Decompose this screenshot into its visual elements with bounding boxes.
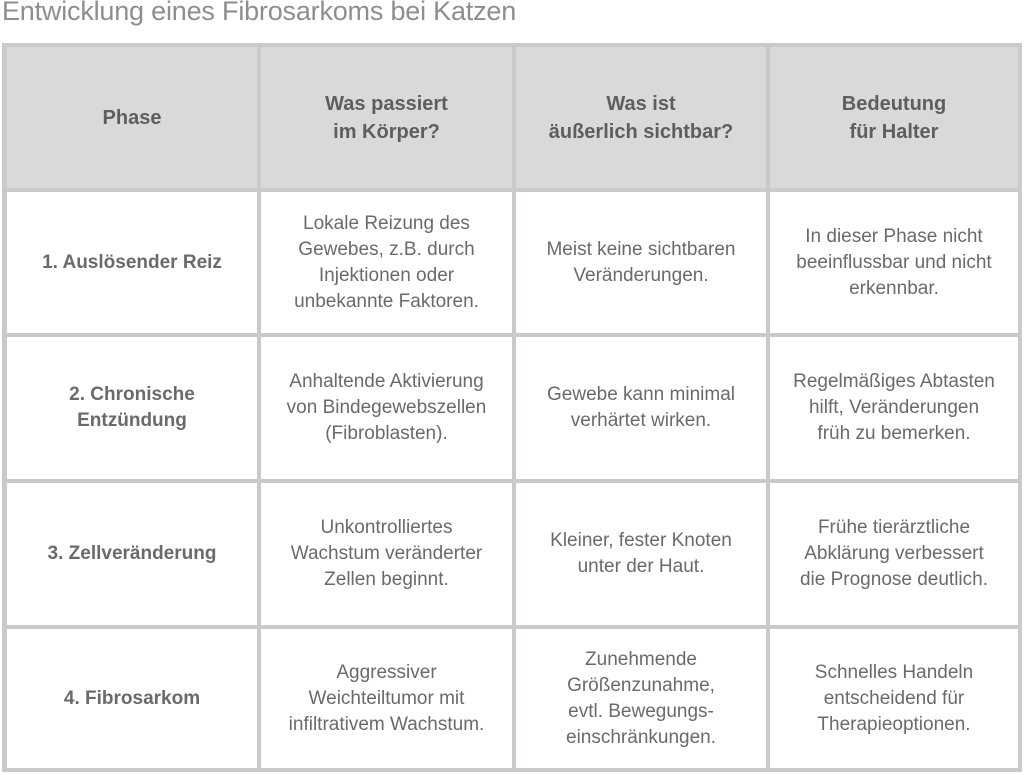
cell-owner-line: Abklärung verbessert bbox=[804, 543, 984, 564]
cell-visible-line: Zunehmende bbox=[585, 648, 697, 670]
phase-table bbox=[2, 43, 1022, 772]
header-body-line: im Körper? bbox=[333, 120, 440, 143]
cell-owner-line: erkennbar. bbox=[849, 277, 939, 299]
cell-visible-line: evtl. Bewegungs- bbox=[568, 700, 714, 722]
cell-body bbox=[261, 337, 512, 479]
cell-owner-line: Frühe tierärztliche bbox=[817, 517, 971, 538]
cell-body-line: unbekannte Faktoren. bbox=[294, 290, 479, 312]
cell-body-line: Anhaltende Aktivierung bbox=[289, 371, 484, 392]
cell-phase-line: Entzündung bbox=[77, 410, 187, 431]
cell-body-line: Weichteiltumor mit bbox=[308, 687, 465, 709]
cell-body-line: Aggressiver bbox=[336, 661, 437, 683]
cell-phase bbox=[7, 337, 257, 479]
header-body-line: Was passiert bbox=[325, 92, 448, 115]
header-visible-line: äußerlich sichtbar? bbox=[548, 120, 734, 143]
cell-visible-line: einschränkungen. bbox=[566, 726, 716, 748]
cell-body-line: Wachstum veränderter bbox=[290, 543, 483, 564]
cell-owner-line: die Prognose deutlich. bbox=[799, 569, 988, 590]
cell-body bbox=[261, 629, 512, 768]
cell-owner-line: Regelmäßiges Abtasten bbox=[793, 371, 995, 392]
cell-phase bbox=[7, 629, 257, 768]
cell-phase-line: 4. Fibrosarkom bbox=[63, 687, 201, 709]
cell-body-line: Gewebes, z.B. durch bbox=[298, 238, 475, 260]
cell-body bbox=[261, 192, 512, 333]
cell-owner-line: beeinflussbar und nicht bbox=[796, 251, 992, 273]
header-owner-line: Bedeutung bbox=[841, 92, 947, 115]
cell-body-line: Injektionen oder bbox=[318, 264, 455, 286]
cell-owner bbox=[770, 483, 1018, 625]
cell-phase bbox=[7, 483, 257, 625]
cell-owner-line: entscheidend für bbox=[823, 687, 965, 709]
header-owner bbox=[770, 47, 1018, 188]
cell-body-line: Zellen beginnt. bbox=[324, 569, 449, 590]
cell-body bbox=[261, 483, 512, 625]
cell-owner-line: hilft, Veränderungen bbox=[808, 397, 980, 418]
cell-body-line: Lokale Reizung des bbox=[303, 212, 470, 234]
cell-owner-line: In dieser Phase nicht bbox=[805, 225, 983, 247]
header-phase bbox=[7, 47, 257, 188]
cell-visible-line: Größenzunahme, bbox=[567, 674, 715, 696]
cell-phase bbox=[7, 192, 257, 333]
cell-body-line: (Fibroblasten). bbox=[325, 423, 448, 444]
cell-visible bbox=[516, 192, 766, 333]
cell-visible-line: Kleiner, fester Knoten bbox=[550, 530, 732, 551]
cell-phase-line: 3. Zellveränderung bbox=[47, 543, 217, 564]
cell-phase-line: 2. Chronische bbox=[69, 384, 195, 405]
page-title: Entwicklung eines Fibrosarkoms bei Katzen bbox=[2, 0, 517, 26]
header-owner-line: für Halter bbox=[849, 120, 939, 143]
cell-owner bbox=[770, 629, 1018, 768]
cell-visible-line: verhärtet wirken. bbox=[570, 410, 712, 431]
cell-visible-line: Gewebe kann minimal bbox=[547, 384, 735, 405]
cell-body-line: infiltrativem Wachstum. bbox=[288, 713, 485, 735]
cell-owner-line: früh zu bemerken. bbox=[817, 423, 971, 444]
header-visible bbox=[516, 47, 766, 188]
cell-visible bbox=[516, 337, 766, 479]
header-phase-line: Phase bbox=[102, 106, 162, 129]
cell-phase-line: 1. Auslösender Reiz bbox=[42, 251, 222, 273]
header-visible-line: Was ist bbox=[606, 92, 676, 115]
cell-visible-line: unter der Haut. bbox=[577, 556, 705, 577]
cell-owner bbox=[770, 337, 1018, 479]
cell-visible bbox=[516, 629, 766, 768]
cell-owner-line: Schnelles Handeln bbox=[814, 661, 974, 683]
cell-visible-line: Veränderungen. bbox=[573, 264, 709, 286]
cell-visible-line: Meist keine sichtbaren bbox=[546, 238, 736, 260]
cell-owner bbox=[770, 192, 1018, 333]
cell-owner-line: Therapieoptionen. bbox=[817, 713, 971, 735]
cell-visible bbox=[516, 483, 766, 625]
cell-body-line: von Bindegewebszellen bbox=[286, 397, 487, 418]
cell-body-line: Unkontrolliertes bbox=[320, 517, 453, 538]
header-body bbox=[261, 47, 512, 188]
